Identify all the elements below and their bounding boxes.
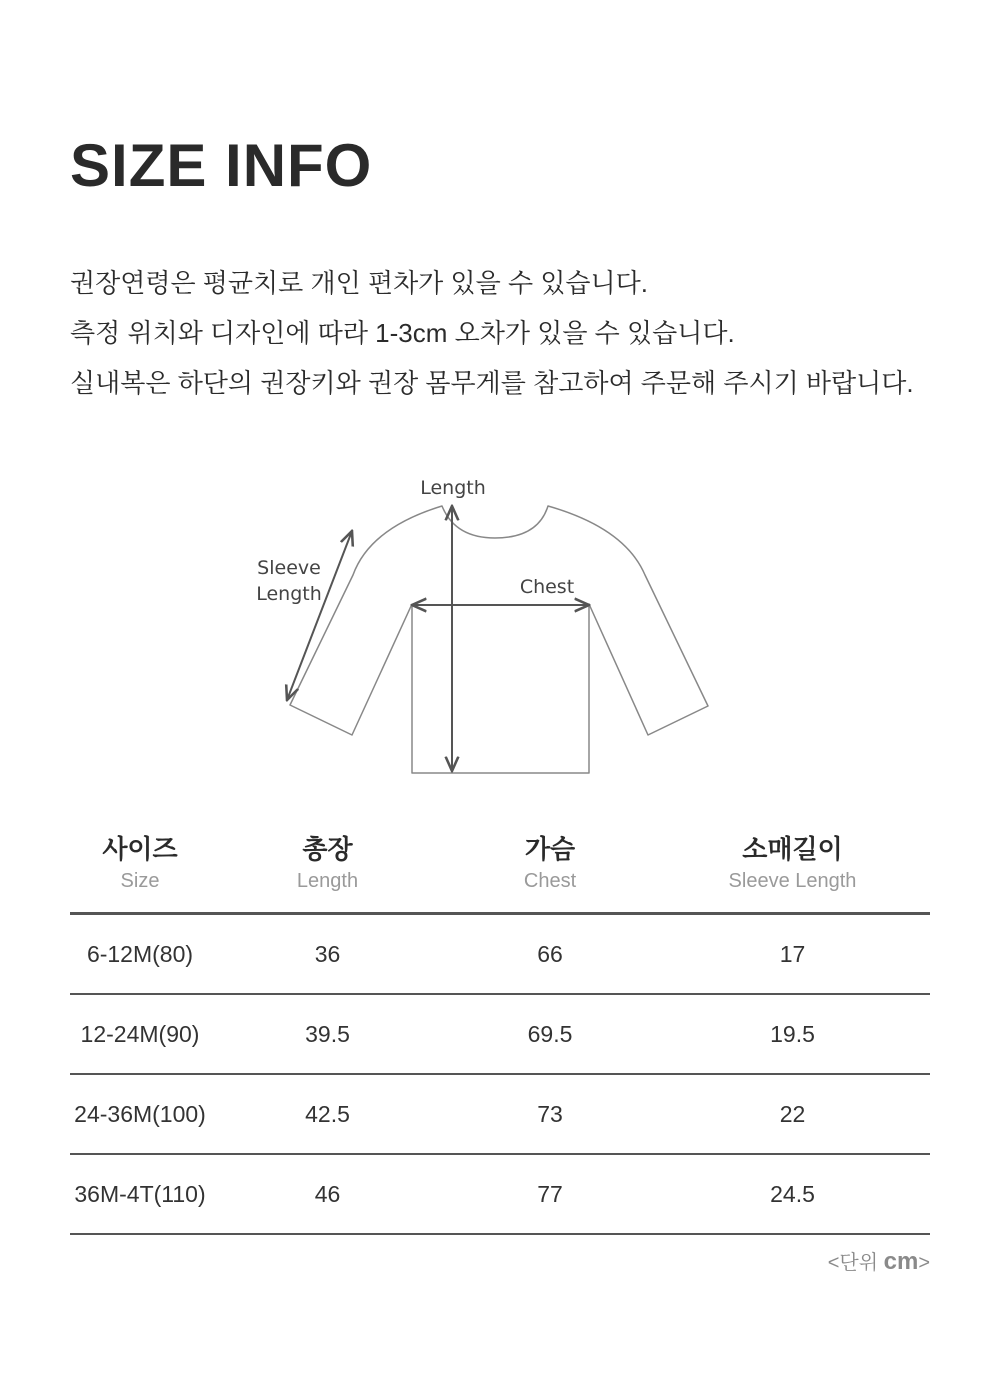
- notice-item: 측정 위치와 디자인에 따라 1-3cm 오차가 있을 수 있습니다.: [70, 318, 735, 348]
- table-row: [70, 1074, 930, 1154]
- unit-prefix: <단위: [827, 1252, 884, 1274]
- cell-size: 36M-4T(110): [70, 1154, 210, 1234]
- notice-list: [70, 258, 914, 408]
- header-chest: 가슴 Chest: [445, 815, 655, 914]
- cell-size: 6-12M(80): [70, 914, 210, 995]
- unit-note: [828, 1246, 930, 1276]
- unit-suffix: >: [918, 1252, 930, 1274]
- header-length: 총장 Length: [210, 815, 445, 914]
- sleeve-label-line2: Length: [256, 583, 322, 605]
- cell-chest: 66: [445, 914, 655, 995]
- notice-item: 권장연령은 평균치로 개인 편차가 있을 수 있습니다.: [70, 268, 649, 298]
- header-sleeve-length: 소매길이 Sleeve Length: [655, 815, 930, 914]
- page-title: SIZE INFO: [70, 132, 373, 199]
- cell-sleeve-length: 17: [655, 914, 930, 995]
- cell-chest: 73: [445, 1074, 655, 1154]
- cell-chest: 77: [445, 1154, 655, 1234]
- cell-sleeve-length: 22: [655, 1074, 930, 1154]
- cell-length: 42.5: [210, 1074, 445, 1154]
- table-row: [70, 1154, 930, 1234]
- garment-diagram-svg: [240, 468, 740, 788]
- cell-sleeve-length: 19.5: [655, 994, 930, 1074]
- garment-measurement-diagram: [240, 468, 740, 788]
- notice-item: 실내복은 하단의 권장키와 권장 몸무게를 참고하여 주문해 주시기 바랍니다.: [70, 368, 914, 398]
- table-row: [70, 914, 930, 995]
- size-table: [70, 815, 930, 1235]
- garment-outline: [290, 506, 708, 773]
- unit-value: cm: [883, 1248, 919, 1275]
- cell-length: 39.5: [210, 994, 445, 1074]
- cell-length: 36: [210, 914, 445, 995]
- length-label: Length: [420, 477, 486, 499]
- size-table-header-row: [70, 815, 930, 914]
- header-size: 사이즈 Size: [70, 815, 210, 914]
- cell-chest: 69.5: [445, 994, 655, 1074]
- cell-size: 12-24M(90): [70, 994, 210, 1074]
- cell-size: 24-36M(100): [70, 1074, 210, 1154]
- cell-sleeve-length: 24.5: [655, 1154, 930, 1234]
- chest-label: Chest: [519, 576, 575, 598]
- sleeve-label-line1: Sleeve: [257, 557, 321, 579]
- table-row: [70, 994, 930, 1074]
- cell-length: 46: [210, 1154, 445, 1234]
